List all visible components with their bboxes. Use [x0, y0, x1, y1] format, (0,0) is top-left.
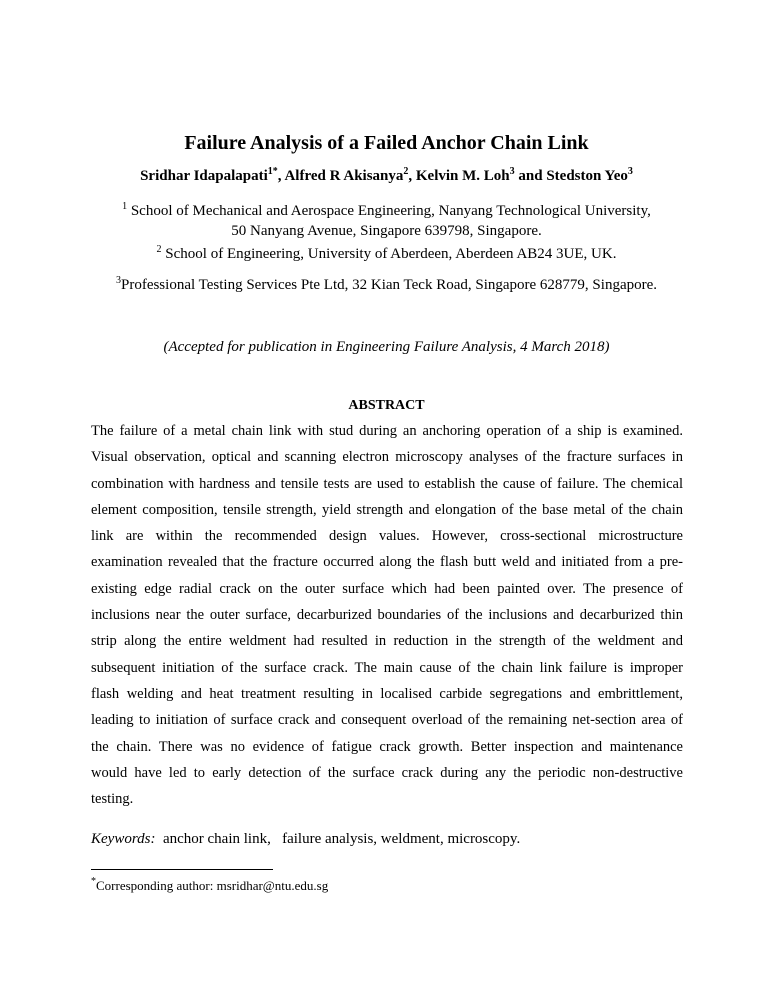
affiliation-text: School of Engineering, University of Aberdeen, Aberdeen AB24 3UE, UK.	[165, 246, 617, 262]
publication-note: (Accepted for publication in Engineering Failure Analysis, 4 March 2018)	[163, 339, 610, 355]
affiliation-number: 2	[156, 244, 162, 255]
abstract-line: leading to initiation of surface crack and consequent overload of the remaining net-section area of	[91, 712, 683, 729]
abstract-heading: ABSTRACT	[348, 398, 425, 413]
author-separator: and	[514, 168, 547, 184]
affiliation-text: School of Mechanical and Aerospace Engineering, Nanyang Technological University,	[130, 203, 651, 219]
footnote-marker: *	[91, 876, 96, 887]
abstract-line: flash welding and heat treatment resulting in localised carbide segregations and embrittlement,	[91, 685, 683, 702]
affiliation-number: 3	[115, 275, 121, 286]
affiliation-2	[60, 244, 713, 264]
abstract-body	[91, 418, 683, 812]
affiliation-1	[60, 201, 713, 241]
author-name: Stedston Yeo	[546, 168, 628, 184]
author-separator: ,	[277, 168, 285, 184]
keywords	[91, 829, 520, 849]
author-affiliation-marker: 1*	[267, 166, 278, 177]
author-separator: ,	[408, 168, 416, 184]
author-affiliation-marker: 3	[509, 166, 515, 177]
affiliation-text: Professional Testing Services Pte Ltd, 32 Kian Teck Road, Singapore 628779, Singapore.	[120, 277, 657, 293]
abstract-line: combination with hardness and tensile tests are used to establish the cause of failure. The chemical	[91, 475, 683, 492]
author-affiliation-marker: 2	[403, 166, 409, 177]
keywords-label: Keywords:	[91, 831, 156, 847]
author-name: Kelvin M. Loh	[415, 168, 510, 184]
abstract-line: examination revealed that the fracture occurred along the flash butt weld and initiated from a pre-	[91, 554, 683, 571]
affiliation-3	[60, 275, 713, 295]
keywords-text: anchor chain link, failure analysis, weldment, microscopy.	[162, 831, 521, 847]
author-name: Alfred R Akisanya	[284, 168, 404, 184]
footnote-divider	[91, 869, 273, 870]
abstract-line: testing.	[91, 791, 134, 808]
abstract-line: subsequent initiation of the surface crack. The main cause of the chain link failure is improper	[91, 659, 683, 676]
footnote	[91, 877, 328, 895]
abstract-line: Visual observation, optical and scanning electron microscopy analyses of the fracture surfaces in	[91, 449, 683, 466]
abstract-line: element composition, tensile strength, yield strength and elongation of the base metal of the chain	[91, 501, 683, 518]
abstract-line: strip along the entire weldment had resulted in reduction in the strength of the weldment and	[91, 633, 683, 650]
abstract-line: The failure of a metal chain link with stud during an anchoring operation of a ship is examined.	[91, 423, 683, 439]
author-name: Sridhar Idapalapati	[140, 168, 268, 184]
abstract-line: inclusions near the outer surface, decarburized boundaries of the inclusions and decarburized thin	[91, 607, 683, 624]
author-list	[0, 166, 773, 186]
affiliation-number: 1	[122, 201, 128, 212]
abstract-line: would have led to early detection of the surface crack during any the periodic non-destructive	[91, 764, 683, 781]
affiliation-text: 50 Nanyang Avenue, Singapore 639798, Singapore.	[231, 223, 542, 239]
abstract-line: link are within the recommended design values. However, cross-sectional microstructure	[91, 528, 683, 545]
abstract-line: existing edge radial crack on the outer surface which had been painted over. The presence of	[91, 580, 683, 597]
paper-title: Failure Analysis of a Failed Anchor Chain Link	[184, 132, 589, 154]
corresponding-author: Corresponding author: msridhar@ntu.edu.sg	[96, 878, 329, 893]
abstract-line: the chain. There was no evidence of fatigue crack growth. Better inspection and maintenance	[91, 738, 683, 755]
author-affiliation-marker: 3	[627, 166, 633, 177]
